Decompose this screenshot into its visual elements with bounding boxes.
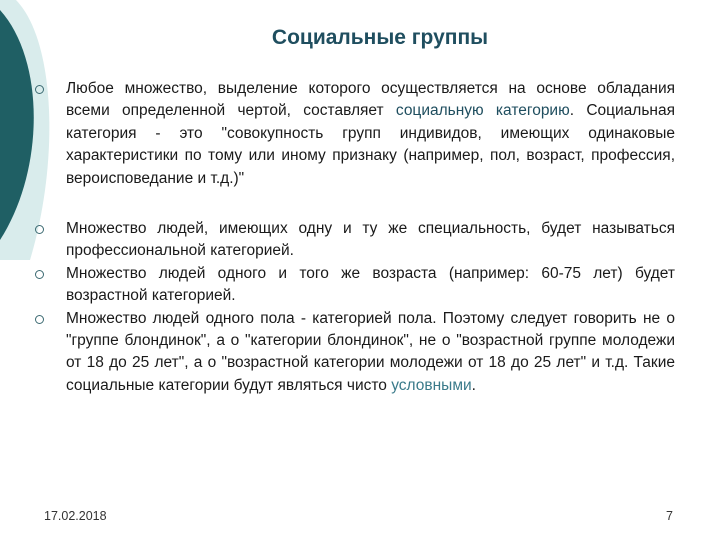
bullet-text: Множество людей одного и того же возраста (например: 60-75 лет) будет возрастной категорией. [66, 264, 675, 305]
bullet-circle-icon [35, 270, 44, 279]
slide-title: Социальные группы [271, 26, 489, 49]
page-number: 7 [666, 509, 673, 523]
bullet-circle-icon [35, 85, 44, 94]
highlighted-term: социальную категорию [395, 102, 570, 120]
bullet-circle-icon [35, 315, 44, 324]
bullet-list [30, 78, 675, 397]
highlighted-term: условными [391, 376, 472, 394]
bullet-item-4 [30, 308, 675, 398]
bullet-item-3 [30, 263, 675, 308]
bullet-circle-icon [35, 225, 44, 234]
bullet-text: Множество людей одного пола - категорией пола. Поэтому следует говорить не о "группе блондинок", а о "категории блондинок", не о "возрастной группе молодежи от 18 до 25 лет", а о "возрастной категории молодежи от 18 до 25 лет" и т.д. Такие социальные категории будут являться чисто [66, 309, 675, 394]
bullet-text: Любое множество, выделение которого осуществляется на основе обладания всеми определенной чертой, составляет [66, 80, 675, 120]
bullet-item-1 [30, 78, 675, 190]
footer-date: 17.02.2018 [44, 509, 107, 523]
bullet-text: . Социальная категория - это "совокупность групп индивидов, имеющих одинаковые характеристики по тому или иному признаку (например, пол, возраст, профессия, вероисповедание и т.д.)" [66, 102, 675, 187]
bullet-item-2 [30, 218, 675, 263]
bullet-text: . [471, 376, 476, 394]
bullet-text: Множество людей, имеющих одну и ту же специальность, будет называться профессиональной категорией. [66, 220, 675, 260]
